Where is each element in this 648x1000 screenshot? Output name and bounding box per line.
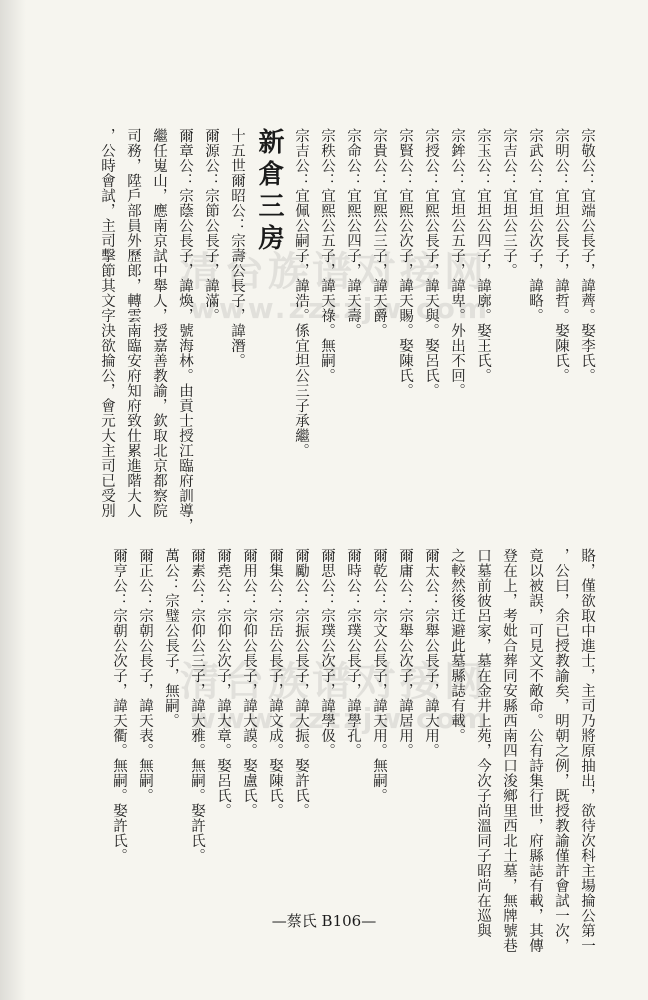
text-column: 宗秩公：宜熙公五子，諱天祿。無嗣。 xyxy=(319,128,335,383)
text-column: 宗貴公：宜熙公三子，諱天爵。 xyxy=(371,128,387,338)
text-column: 宗明公：宜坦公長子，諱哲。娶陳氏。 xyxy=(553,128,569,383)
text-column: 爾集公：宗岳公長子，諱文成。娶陳氏。 xyxy=(267,548,283,818)
text-column: 宗鉾公：宜坦公五子，諱卑。外出不回。 xyxy=(449,128,465,398)
text-column: 爾太公：宗舉公長子，諱大用。 xyxy=(423,548,439,758)
text-column: 爾庸公：宗舉公次子，諱居用。 xyxy=(397,548,413,758)
text-column: 爾思公：宗璞公次子，諱學伋。 xyxy=(319,548,335,758)
text-column: 登在上，考妣合葬同安縣西南四口浚鄉里西北土墓，無牌號巷 xyxy=(501,548,517,953)
text-column: ，公曰，余已授教諭矣，明朝之例，既授教諭僅許會試一次， xyxy=(553,548,569,953)
watermark-url: www.zztzjw.com xyxy=(190,702,491,735)
watermark-text: 清台族谱对接网 xyxy=(180,659,488,705)
text-column: 爾勵公：宗振公長子，諱大振。娶許氏。 xyxy=(293,548,309,818)
text-column: 爾用公：宗仰公長子，諱大謨。娶盧氏。 xyxy=(241,548,257,818)
text-column: 宗玉公：宜坦公四子，諱廓。娶王氏。 xyxy=(475,128,491,383)
text-column: 宗命公：宜熙公四子，諱天壽。 xyxy=(345,128,361,338)
text-column: 宗賢公：宜熙公次子，諱天賜。娶陳氏。 xyxy=(397,128,413,398)
text-column: 爾亨公：宗朝公次子，諱天衢。無嗣。娶許氏。 xyxy=(111,548,127,863)
text-column: 爾乾公：宗文公長子，諱天用。無嗣。 xyxy=(371,548,387,803)
bottom-text-block xyxy=(104,548,598,953)
text-column: ，公時會試，主司擊節其文字決欲掄公，會元大主司已受別 xyxy=(99,128,115,518)
page-number: —蔡氏 B106— xyxy=(271,912,377,930)
text-column: 口墓前彼呂家，墓在金井上苑，今次子尚溫同子昭尚在巡與 xyxy=(475,548,491,938)
text-column: 宗吉公：宜佩公嗣子，諱浩。係宜坦公三子承繼。 xyxy=(293,128,309,458)
text-column: 爾堯公：宗仰公次子，諱大章。娶呂氏。 xyxy=(215,548,231,818)
text-column: 竟以被誤，可見文不敵命。公有詩集行世，府縣誌有載，其傳 xyxy=(527,548,543,953)
text-column: 宗吉公：宜坦公三子。 xyxy=(501,128,517,278)
watermark-text: 清台族谱对接网 xyxy=(180,249,488,295)
text-column: 萬公：宗璧公長子，無嗣。 xyxy=(163,548,179,728)
page-footer xyxy=(0,910,648,931)
text-column: 十五世爾昭公：宗壽公長子，諱潛。 xyxy=(229,128,245,368)
text-column: 繼任嵬山，應南京試中舉人，授嘉善教諭，欽取北京都察院 xyxy=(151,128,167,518)
text-column: 宗敬公：宜端公長子，諱薺。娶李氏。 xyxy=(579,128,595,383)
top-text-block xyxy=(92,128,598,533)
text-column: 爾源公：宗節公長子，諱滿。 xyxy=(203,128,219,323)
text-column: 之較然後迁避此墓縣誌有載。 xyxy=(449,548,465,743)
text-column: 爾章公：宗蔭公長子，諱煥，號海林。由貢士授江臨府訓導， xyxy=(177,128,193,533)
section-heading: 新倉三房 xyxy=(254,128,284,256)
text-column: 爾正公：宗朝公長子，諱天表。無嗣。 xyxy=(137,548,153,803)
watermark-url: www.zztzjw.com xyxy=(190,292,491,325)
text-column: 司務，陞戶部員外歷郎，轉雲南臨安府知府致仕累進階大人 xyxy=(125,128,141,518)
text-column: 賂，僅欲取中進士，主司乃將原抽出，欲待次科主場掄公第一 xyxy=(579,548,595,953)
text-column: 宗武公：宜坦公次子，諱略。 xyxy=(527,128,543,323)
text-column: 爾素公：宗仰公三子，諱大雅。無嗣。娶許氏。 xyxy=(189,548,205,863)
text-column: 爾時公：宗璞公長子，諱學孔。 xyxy=(345,548,361,758)
text-column: 宗授公：宜熙公長子，諱天與。娶呂氏。 xyxy=(423,128,439,398)
